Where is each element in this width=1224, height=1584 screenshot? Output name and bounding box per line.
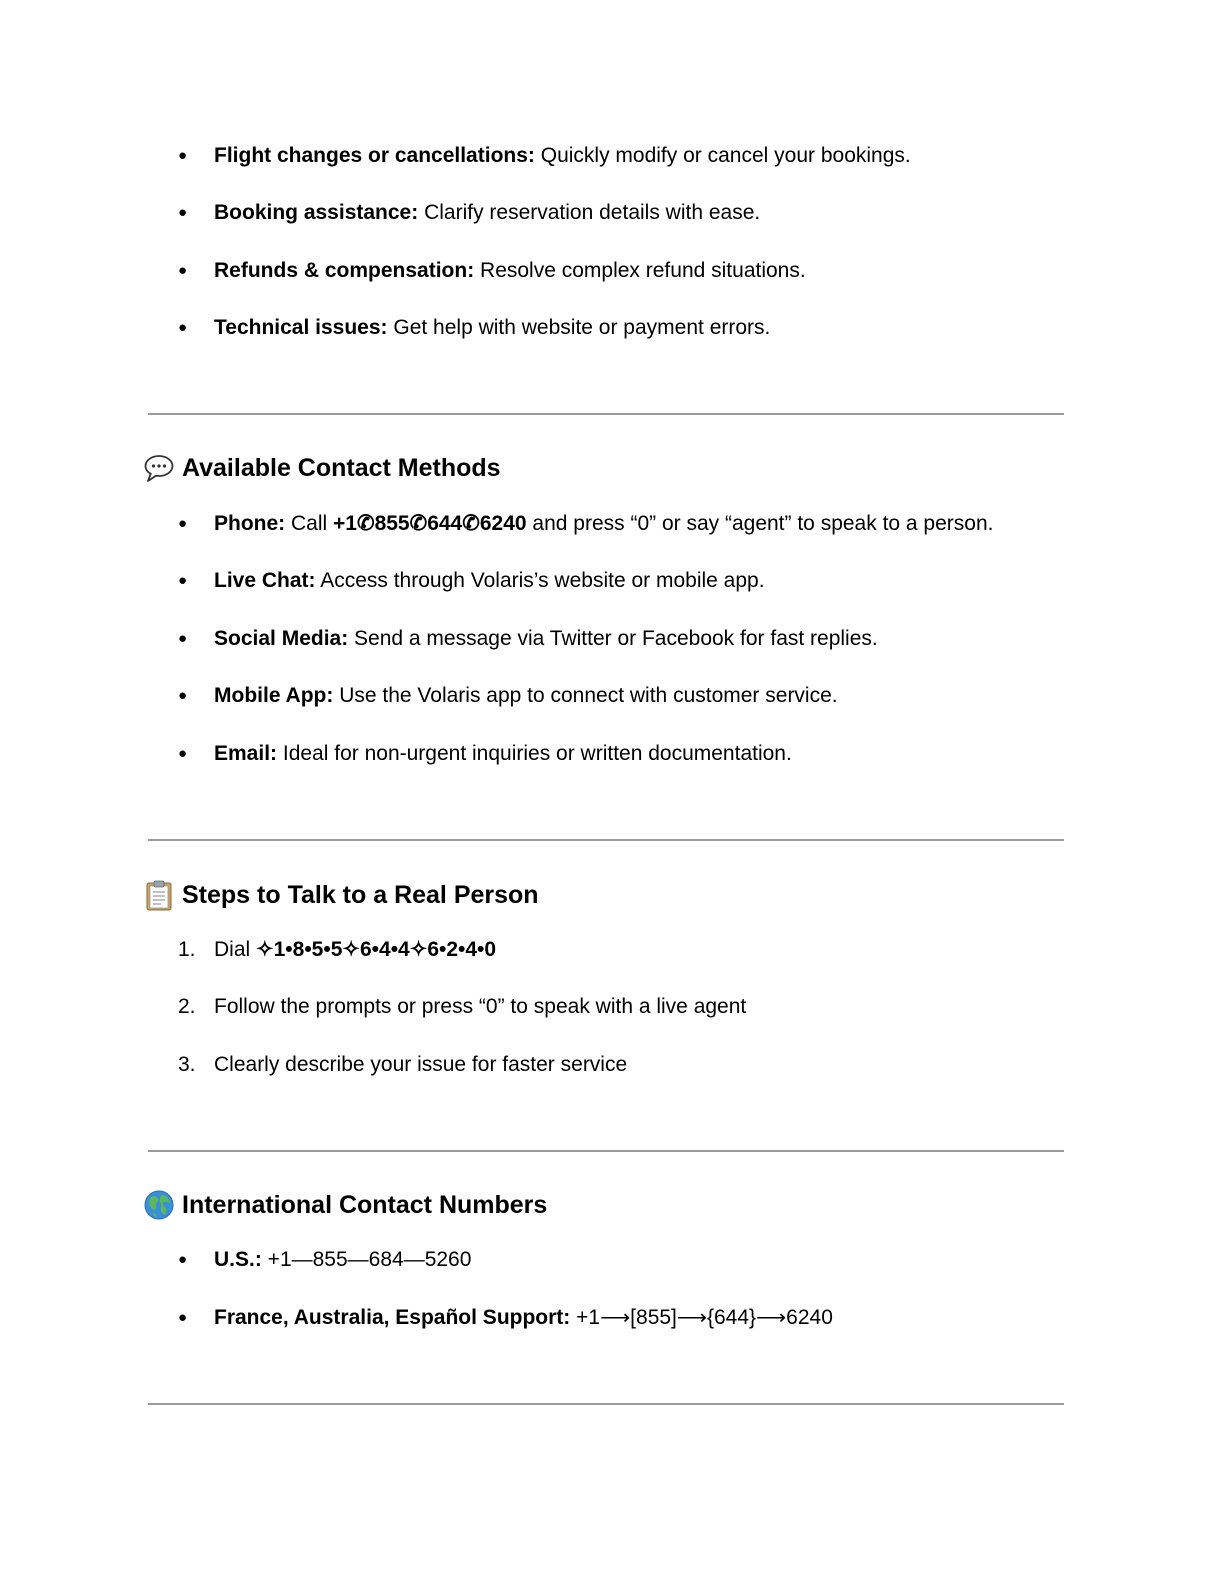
bullet: ● bbox=[178, 515, 188, 532]
section-heading-international bbox=[143, 1189, 547, 1221]
bullet: ● bbox=[178, 745, 188, 762]
section-heading-steps bbox=[143, 879, 539, 911]
phone-number: +1✆855✆644✆6240 bbox=[333, 512, 527, 535]
step-item bbox=[178, 937, 497, 963]
divider bbox=[148, 1150, 1064, 1152]
item-label: France, Australia, Español Support: bbox=[214, 1306, 571, 1329]
item-label: Mobile App: bbox=[214, 684, 334, 707]
item-text: Ideal for non-urgent inquiries or written documentation. bbox=[277, 742, 792, 765]
bullet: ● bbox=[178, 572, 188, 589]
list-item-phone bbox=[178, 511, 994, 537]
heading-text: Steps to Talk to a Real Person bbox=[182, 881, 539, 909]
clipboard-icon bbox=[143, 879, 175, 911]
item-text: Resolve complex refund situations. bbox=[474, 259, 806, 282]
list-item bbox=[178, 568, 765, 594]
bullet: ● bbox=[178, 630, 188, 647]
list-item bbox=[178, 200, 761, 226]
item-label: Email: bbox=[214, 742, 278, 765]
item-text: Use the Volaris app to connect with customer service. bbox=[333, 684, 838, 707]
bullet: ● bbox=[178, 204, 188, 221]
item-text: and press “0” or say “agent” to speak to a person. bbox=[526, 512, 994, 535]
item-label: Phone: bbox=[214, 512, 286, 535]
bullet: ● bbox=[178, 319, 188, 336]
item-text: Clarify reservation details with ease. bbox=[418, 201, 761, 224]
list-item bbox=[178, 315, 771, 341]
divider bbox=[148, 1403, 1064, 1405]
divider bbox=[148, 413, 1064, 415]
item-text: Quickly modify or cancel your bookings. bbox=[534, 144, 911, 167]
phone-number: ✧1•8•5•5✧6•4•4✧6•2•4•0 bbox=[256, 938, 497, 961]
step-number: 2. bbox=[178, 995, 196, 1018]
item-label: Flight changes or cancellations: bbox=[214, 144, 535, 167]
item-text: Access through Volaris’s website or mobile app. bbox=[315, 569, 765, 592]
list-item bbox=[178, 626, 878, 652]
divider bbox=[148, 839, 1064, 841]
bullet: ● bbox=[178, 1251, 188, 1268]
list-item bbox=[178, 741, 792, 767]
item-label: U.S.: bbox=[214, 1248, 262, 1271]
bullet: ● bbox=[178, 262, 188, 279]
item-text: +1—855—684—5260 bbox=[261, 1248, 472, 1271]
list-item bbox=[178, 683, 838, 709]
item-label: Refunds & compensation: bbox=[214, 259, 475, 282]
item-text: Call bbox=[285, 512, 334, 535]
item-text: Send a message via Twitter or Facebook for fast replies. bbox=[348, 627, 878, 650]
step-number: 3. bbox=[178, 1053, 196, 1076]
item-label: Live Chat: bbox=[214, 569, 316, 592]
bullet: ● bbox=[178, 687, 188, 704]
item-text: +1⟶[855]⟶{644}⟶6240 bbox=[570, 1306, 833, 1329]
item-text: Follow the prompts or press “0” to speak with a live agent bbox=[214, 995, 747, 1018]
bullet: ● bbox=[178, 1309, 188, 1326]
step-item bbox=[178, 994, 747, 1020]
item-text: Clearly describe your issue for faster service bbox=[214, 1053, 628, 1076]
bullet: ● bbox=[178, 147, 188, 164]
heading-text: International Contact Numbers bbox=[182, 1191, 548, 1219]
list-item bbox=[178, 258, 806, 284]
step-number: 1. bbox=[178, 938, 196, 961]
list-item bbox=[178, 1305, 833, 1331]
list-item bbox=[178, 1247, 472, 1273]
section-heading-contact-methods bbox=[143, 452, 501, 484]
item-text: Get help with website or payment errors. bbox=[387, 316, 771, 339]
step-item bbox=[178, 1052, 628, 1078]
globe-icon bbox=[143, 1189, 175, 1221]
list-item bbox=[178, 143, 911, 169]
speech-bubble-icon bbox=[143, 452, 175, 484]
item-text: Dial bbox=[214, 938, 257, 961]
item-label: Technical issues: bbox=[214, 316, 388, 339]
item-label: Booking assistance: bbox=[214, 201, 419, 224]
heading-text: Available Contact Methods bbox=[182, 454, 501, 482]
item-label: Social Media: bbox=[214, 627, 349, 650]
